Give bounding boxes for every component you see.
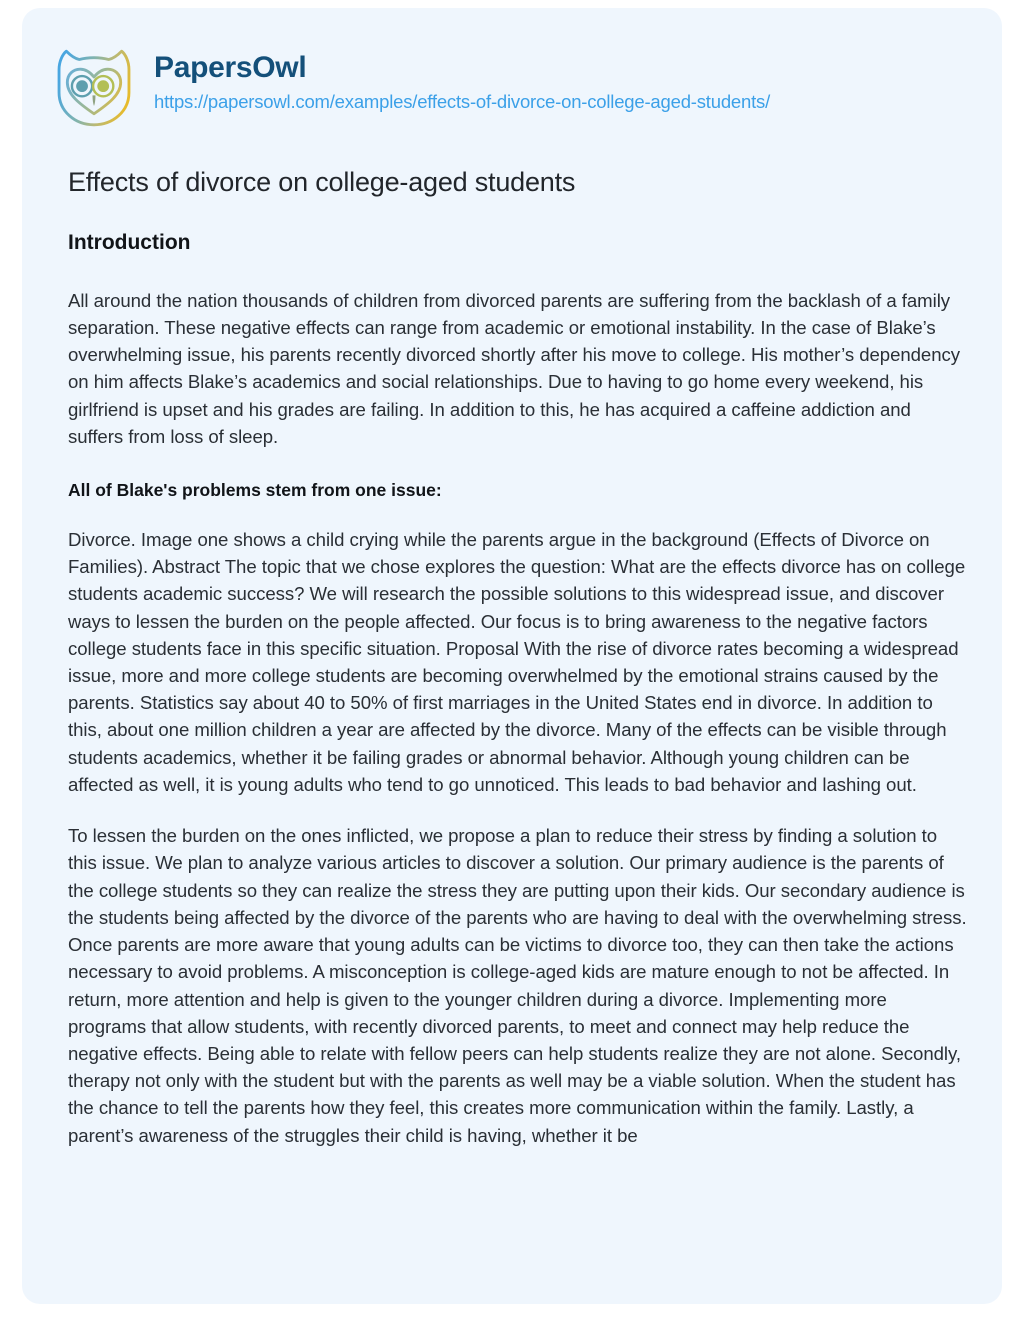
- brand-block: [154, 46, 770, 112]
- brand-name: PapersOwl: [154, 51, 307, 84]
- paragraph-1: All around the nation thousands of children from divorced parents are suffering from the backlash of a family separation. These negative effects can range from academic or emotional instability. In the case of Blake’s overwhelming issue, his parents recently divorced shortly after his move to college. His mother’s dependency on him affects Blake’s academics and social relationships. Due to having to go home every weekend, his girlfriend is upset and his grades are failing. In addition to this, he has acquired a caffeine addiction and suffers from loss of sleep.: [68, 289, 961, 447]
- page-title: Effects of divorce on college-aged students: [68, 167, 576, 197]
- sub-heading-blake-problems: All of Blake's problems stem from one issue:: [68, 480, 442, 501]
- document-page: [22, 8, 1002, 1304]
- owl-heart-logo-icon: [48, 42, 140, 134]
- section-heading-introduction: Introduction: [68, 231, 191, 255]
- source-url-link[interactable]: https://papersowl.com/examples/effects-of-divorce-on-college-aged-students/: [154, 90, 771, 112]
- paragraph-2: Divorce. Image one shows a child crying while the parents argue in the background (Effects of Divorce on Families). Abstract The topic that we chose explores the question: What are the effects divorce has on college students academic success? We will research the possible solutions to this widespread issue, and discover ways to lessen the burden on the people affected. Our focus is to bring awareness to the negative factors college students face in this specific situation. Proposal With the rise of divorce rates becoming a widespread issue, more and more college students are becoming overwhelmed by the emotional strains caused by the parents. Statistics say about 40 to 50% of first marriages in the United States end in divorce. In addition to this, about one million children a year are affected by the divorce. Many of the effects can be visible through students academics, whether it be failing grades or abnormal behavior. Although young children can be affected as well, it is young adults who tend to go unnoticed. This leads to bad behavior and lashing out.: [68, 528, 966, 795]
- paragraph-3: To lessen the burden on the ones inflicted, we propose a plan to reduce their stress by finding a solution to this issue. We plan to analyze various articles to discover a solution. Our primary audience is the parents of the college students so they can realize the stress they are putting upon their kids. Our secondary audience is the students being affected by the divorce of the parents who are having to deal with the overwhelming stress. Once parents are more aware that young adults can be victims to divorce too, they can then take the actions necessary to avoid problems. A misconception is college-aged kids are mature enough to not be affected. In return, more attention and help is given to the younger children during a divorce. Implementing more programs that allow students, with recently divorced parents, to meet and connect may help reduce the negative effects. Being able to relate with fellow peers can help students realize they are not alone. Secondly, therapy not only with the student but with the parents as well may be a viable solution. When the student has the chance to tell the parents how they feel, this creates more communication within the family. Lastly, a parent’s awareness of the struggles their child is having, whether it be: [68, 825, 967, 1146]
- site-header: [22, 8, 1002, 112]
- article-body: [22, 166, 1002, 1149]
